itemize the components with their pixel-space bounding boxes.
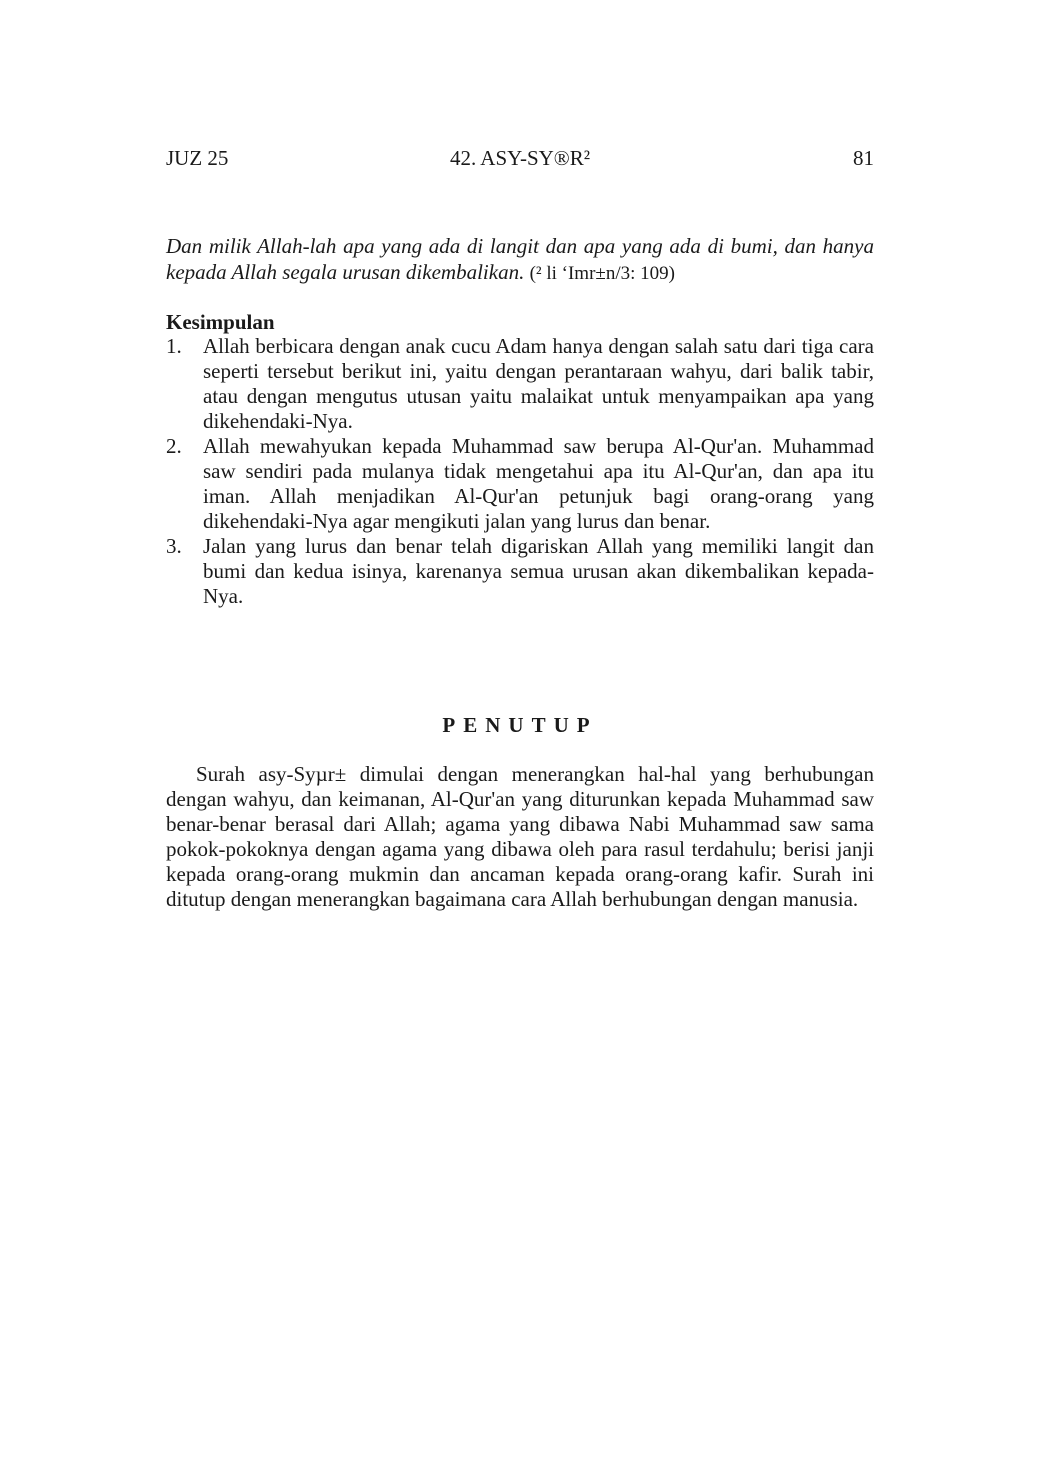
closing-title: PENUTUP <box>442 713 598 737</box>
list-item-text: Allah mewahyukan kepada Muhammad saw berupa Al-Qur'an. Muhammad saw sendiri pada mulanya tidak mengetahui apa itu Al-Qur'an, dan apa itu iman. Allah menjadikan Al-Qur'an petunjuk bagi orang-orang yang dikehendaki-Nya agar mengikuti jalan yang lurus dan benar. <box>203 434 874 533</box>
verse-translation <box>166 233 874 287</box>
list-item-text: Allah berbicara dengan anak cucu Adam hanya dengan salah satu dari tiga cara seperti tersebut berikut ini, yaitu dengan perantaraan wahyu, dari balik tabir, atau dengan mengutus utusan yaitu malaikat untuk menyampaikan apa yang dikehendaki-Nya. <box>203 334 874 433</box>
conclusion-item-1 <box>166 334 874 434</box>
closing-paragraph: Surah asy-Syµr± dimulai dengan menerangkan hal-hal yang berhubungan dengan wahyu, dan keimanan, Al-Qur'an yang diturunkan kepada Muhammad saw benar-benar berasal dari Allah; agama yang dibawa Nabi Muhammad saw sama pokok-pokoknya dengan agama yang dibawa oleh para rasul terdahulu; berisi janji kepada orang-orang mukmin dan ancaman kepada orang-orang kafir. Surah ini ditutup dengan menerangkan bagaimana cara Allah berhubungan dengan manusia. <box>166 762 874 911</box>
verse-reference: (² li ‘Imr±n/3: 109) <box>529 263 675 284</box>
header-chapter-title: 42. ASY-SY®R² <box>449 146 591 170</box>
verse-text: Dan milik Allah-lah apa yang ada di langit dan apa yang ada di bumi, dan hanya kepada Allah segala urusan dikembalikan. <box>166 234 874 284</box>
list-item-text: Jalan yang lurus dan benar telah digariskan Allah yang memiliki langit dan bumi dan kedua isinya, karenanya semua urusan akan dikembalikan kepada-Nya. <box>203 534 874 608</box>
conclusion-heading: Kesimpulan <box>166 310 275 334</box>
page-number: 81 <box>853 146 874 170</box>
running-header <box>166 144 874 172</box>
list-number: 2. <box>166 434 182 458</box>
list-number: 3. <box>166 534 182 558</box>
conclusion-list <box>166 334 874 609</box>
list-number: 1. <box>166 334 182 358</box>
conclusion-item-3 <box>166 534 874 609</box>
conclusion-item-2 <box>166 434 874 534</box>
header-juz-label: JUZ 25 <box>166 146 229 170</box>
